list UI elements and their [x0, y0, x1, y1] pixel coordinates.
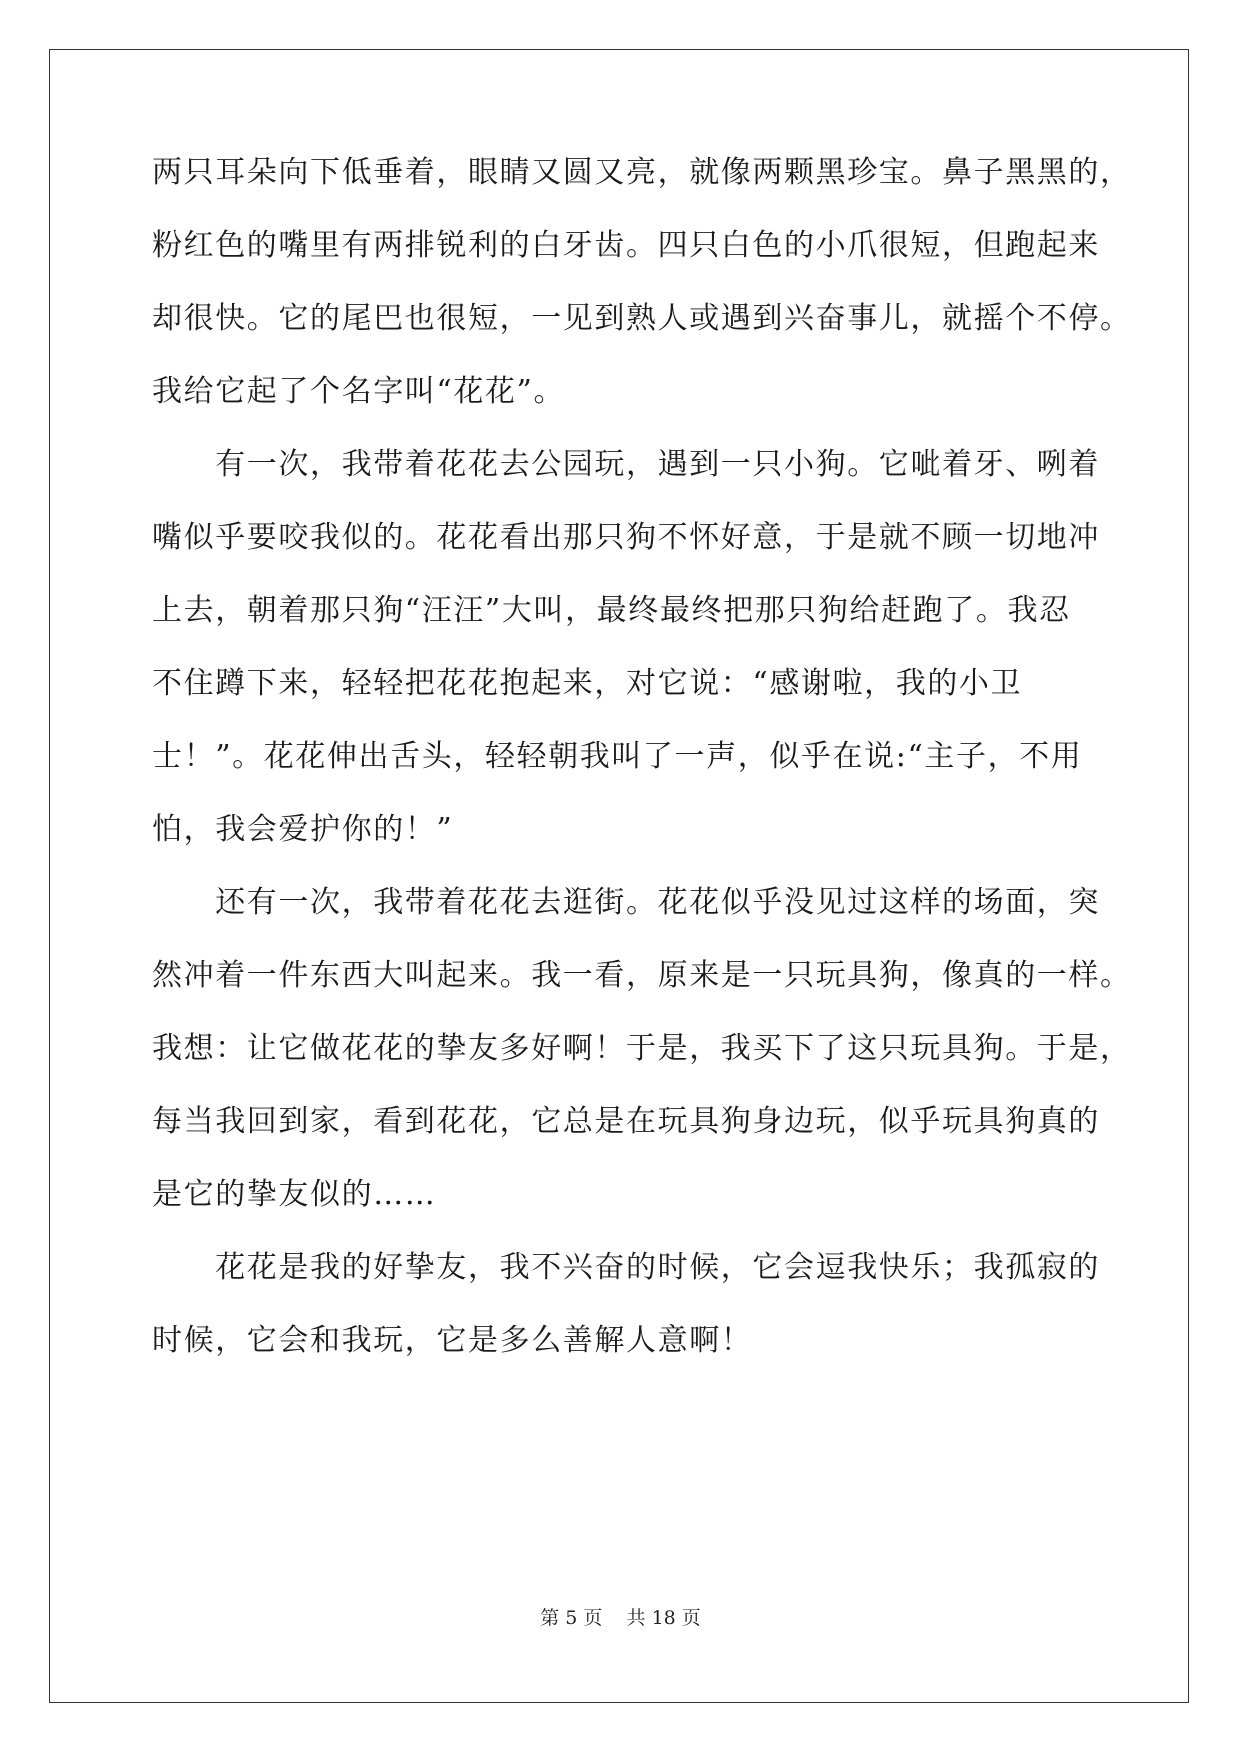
text-line: 是它的挚友似的……: [152, 1177, 437, 1212]
page-number: 第 5 页: [540, 1607, 603, 1629]
text-line: 不住蹲下来，轻轻把花花抱起来，对它说：“感谢啦，我的小卫: [152, 666, 1023, 701]
text-line: 还有一次，我带着花花去逛街。花花似乎没见过这样的场面，突: [152, 885, 1100, 920]
text-line: 我给它起了个名字叫“花花”。: [152, 374, 566, 409]
text-line: 士！”。花花伸出舌头，轻轻朝我叫了一声，似乎在说:“主子，不用: [152, 739, 1083, 774]
text-line: 我想：让它做花花的挚友多好啊！于是，我买下了这只玩具狗。于是，: [152, 1031, 1132, 1066]
page-total: 共 18 页: [626, 1607, 701, 1629]
text-line: 嘴似乎要咬我似的。花花看出那只狗不怀好意，于是就不顾一切地冲: [152, 520, 1100, 555]
text-line: 怕，我会爱护你的！”: [152, 812, 454, 847]
text-line: 有一次，我带着花花去公园玩，遇到一只小狗。它呲着牙、咧着: [152, 447, 1100, 482]
text-line: 每当我回到家，看到花花，它总是在玩具狗身边玩，似乎玩具狗真的: [152, 1104, 1100, 1139]
text-line: 两只耳朵向下低垂着，眼睛又圆又亮，就像两颗黑珍宝。鼻子黑黑的，: [152, 155, 1132, 190]
text-line: 却很快。它的尾巴也很短，一见到熟人或遇到兴奋事儿，就摇个不停。: [152, 301, 1132, 336]
text-line: 花花是我的好挚友，我不兴奋的时候，它会逗我快乐；我孤寂的: [152, 1250, 1100, 1285]
text-line: 上去，朝着那只狗“汪汪”大叫，最终最终把那只狗给赶跑了。我忍: [152, 593, 1071, 628]
text-line: 时候，它会和我玩，它是多么善解人意啊！: [152, 1323, 753, 1358]
page-footer: [0, 1605, 1241, 1631]
text-line: 粉红色的嘴里有两排锐利的白牙齿。四只白色的小爪很短，但跑起来: [152, 228, 1100, 263]
text-line: 然冲着一件东西大叫起来。我一看，原来是一只玩具狗，像真的一样。: [152, 958, 1132, 993]
